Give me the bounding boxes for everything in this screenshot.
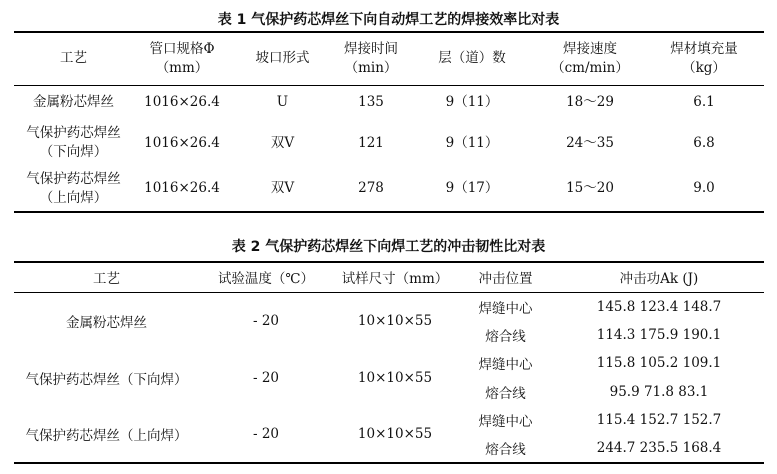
table2-header-row <box>14 262 764 292</box>
impact-position-cell: 焊缝中心 <box>478 357 533 374</box>
table-cell <box>334 85 408 120</box>
table-cell <box>408 120 536 166</box>
specimen-size-cell: 10×10×55 <box>357 312 433 329</box>
table-cell <box>644 85 764 120</box>
header-text: 焊接时间 <box>344 40 398 57</box>
impact-position-cell: 熔合线 <box>485 328 526 345</box>
table-cell <box>644 120 764 166</box>
table-cell <box>536 85 644 120</box>
table-row <box>14 349 764 378</box>
table-cell <box>644 166 764 212</box>
table-row <box>14 166 764 212</box>
header-text: 焊材填充量 <box>670 40 738 57</box>
process-cell: 气保护药芯焊丝（下向焊） <box>25 371 188 388</box>
table-cell <box>334 166 408 212</box>
temperature-cell: - 20 <box>252 426 280 442</box>
table-row <box>14 85 764 120</box>
header-text: （kg） <box>682 59 726 76</box>
cell-text: 1016×26.4 <box>144 94 220 111</box>
cell-text: 121 <box>358 134 384 151</box>
header-text: （mm） <box>155 59 209 76</box>
impact-energy-cell: 114.3 175.9 190.1 <box>596 326 722 343</box>
specimen-size-cell: 10×10×55 <box>357 369 433 386</box>
cell-text: 气保护药芯焊丝 <box>26 125 121 141</box>
cell-text: 1016×26.4 <box>144 180 220 196</box>
table1-header-cell <box>536 32 644 85</box>
table1-header-cell <box>334 32 408 85</box>
table1-header-row <box>14 32 764 85</box>
impact-energy-cell: 115.8 105.2 109.1 <box>596 355 722 372</box>
cell-text: 6.8 <box>693 134 715 151</box>
cell-text: 1016×26.4 <box>144 134 220 151</box>
table-row <box>14 292 764 321</box>
cell-text: （下向焊） <box>39 144 108 160</box>
cell-text: 9（11） <box>445 94 499 111</box>
welding-efficiency-table <box>14 31 764 213</box>
header-text: 层（道）数 <box>438 50 506 67</box>
table-cell <box>536 120 644 166</box>
impact-toughness-table <box>14 261 764 464</box>
table-cell <box>231 166 334 212</box>
impact-position-cell: 焊缝中心 <box>478 414 533 431</box>
table1-header-cell <box>133 32 231 85</box>
table2-caption: 表 2 气保护药芯焊丝下向焊工艺的冲击韧性比对表 <box>231 239 546 255</box>
table1-caption: 表 1 气保护药芯焊丝下向自动焊工艺的焊接效率比对表 <box>217 12 560 28</box>
impact-energy-cell: 95.9 71.8 83.1 <box>609 383 709 400</box>
impact-position-cell: 熔合线 <box>485 385 526 402</box>
cell-text: 15～20 <box>566 180 614 196</box>
header-text: 焊接速度 <box>563 40 617 57</box>
impact-energy-cell: 145.8 123.4 148.7 <box>596 298 722 315</box>
table-cell <box>14 120 133 166</box>
cell-text: 24～35 <box>566 134 614 151</box>
cell-text: 278 <box>358 180 384 196</box>
cell-text: 135 <box>358 94 384 111</box>
table-cell <box>14 85 133 120</box>
table-cell <box>334 120 408 166</box>
cell-text: U <box>276 94 289 111</box>
impact-position-cell: 焊缝中心 <box>478 300 533 317</box>
table-row <box>14 406 764 435</box>
table-row <box>14 120 764 166</box>
header-text: 坡口形式 <box>255 50 310 67</box>
process-cell: 气保护药芯焊丝（上向焊） <box>25 428 188 444</box>
table2-header-cell: 工艺 <box>14 262 199 292</box>
impact-energy-cell: 244.7 235.5 168.4 <box>596 440 722 457</box>
table1-header-cell <box>644 32 764 85</box>
table1-header-cell <box>14 32 133 85</box>
cell-text: 9（11） <box>445 134 499 151</box>
table2-header-cell: 冲击功Ak (J) <box>554 262 764 292</box>
table2-header-cell: 冲击位置 <box>457 262 554 292</box>
cell-text: 18～29 <box>566 94 614 111</box>
cell-text: 双V <box>270 134 295 151</box>
table-cell <box>408 166 536 212</box>
impact-position-cell: 熔合线 <box>485 442 526 459</box>
table-cell <box>408 85 536 120</box>
table2-header-cell: 试样尺寸（mm） <box>333 262 457 292</box>
temperature-cell: - 20 <box>252 369 280 386</box>
cell-text: 6.1 <box>693 94 715 111</box>
cell-text: 9.0 <box>693 180 715 196</box>
cell-text: 气保护药芯焊丝 <box>26 170 121 187</box>
cell-text: （上向焊） <box>39 189 108 206</box>
cell-text: 9（17） <box>445 180 499 196</box>
table-cell <box>536 166 644 212</box>
table-cell <box>231 85 334 120</box>
process-cell: 金属粉芯焊丝 <box>66 314 147 331</box>
table2-header-cell: 试验温度（℃） <box>199 262 333 292</box>
table1-header-cell <box>231 32 334 85</box>
header-text: （cm/min） <box>551 59 629 76</box>
table-cell <box>133 166 231 212</box>
table-cell <box>231 120 334 166</box>
impact-energy-cell: 115.4 152.7 152.7 <box>596 412 722 429</box>
header-text: （min） <box>344 59 398 76</box>
table-cell <box>14 166 133 212</box>
table-cell <box>133 120 231 166</box>
specimen-size-cell: 10×10×55 <box>357 426 433 442</box>
temperature-cell: - 20 <box>252 312 280 329</box>
cell-text: 双V <box>270 180 295 196</box>
cell-text: 金属粉芯焊丝 <box>33 94 114 111</box>
table-cell <box>133 85 231 120</box>
table1-header-cell <box>408 32 536 85</box>
header-text: 工艺 <box>60 50 87 67</box>
header-text: 管口规格Φ <box>149 40 215 57</box>
